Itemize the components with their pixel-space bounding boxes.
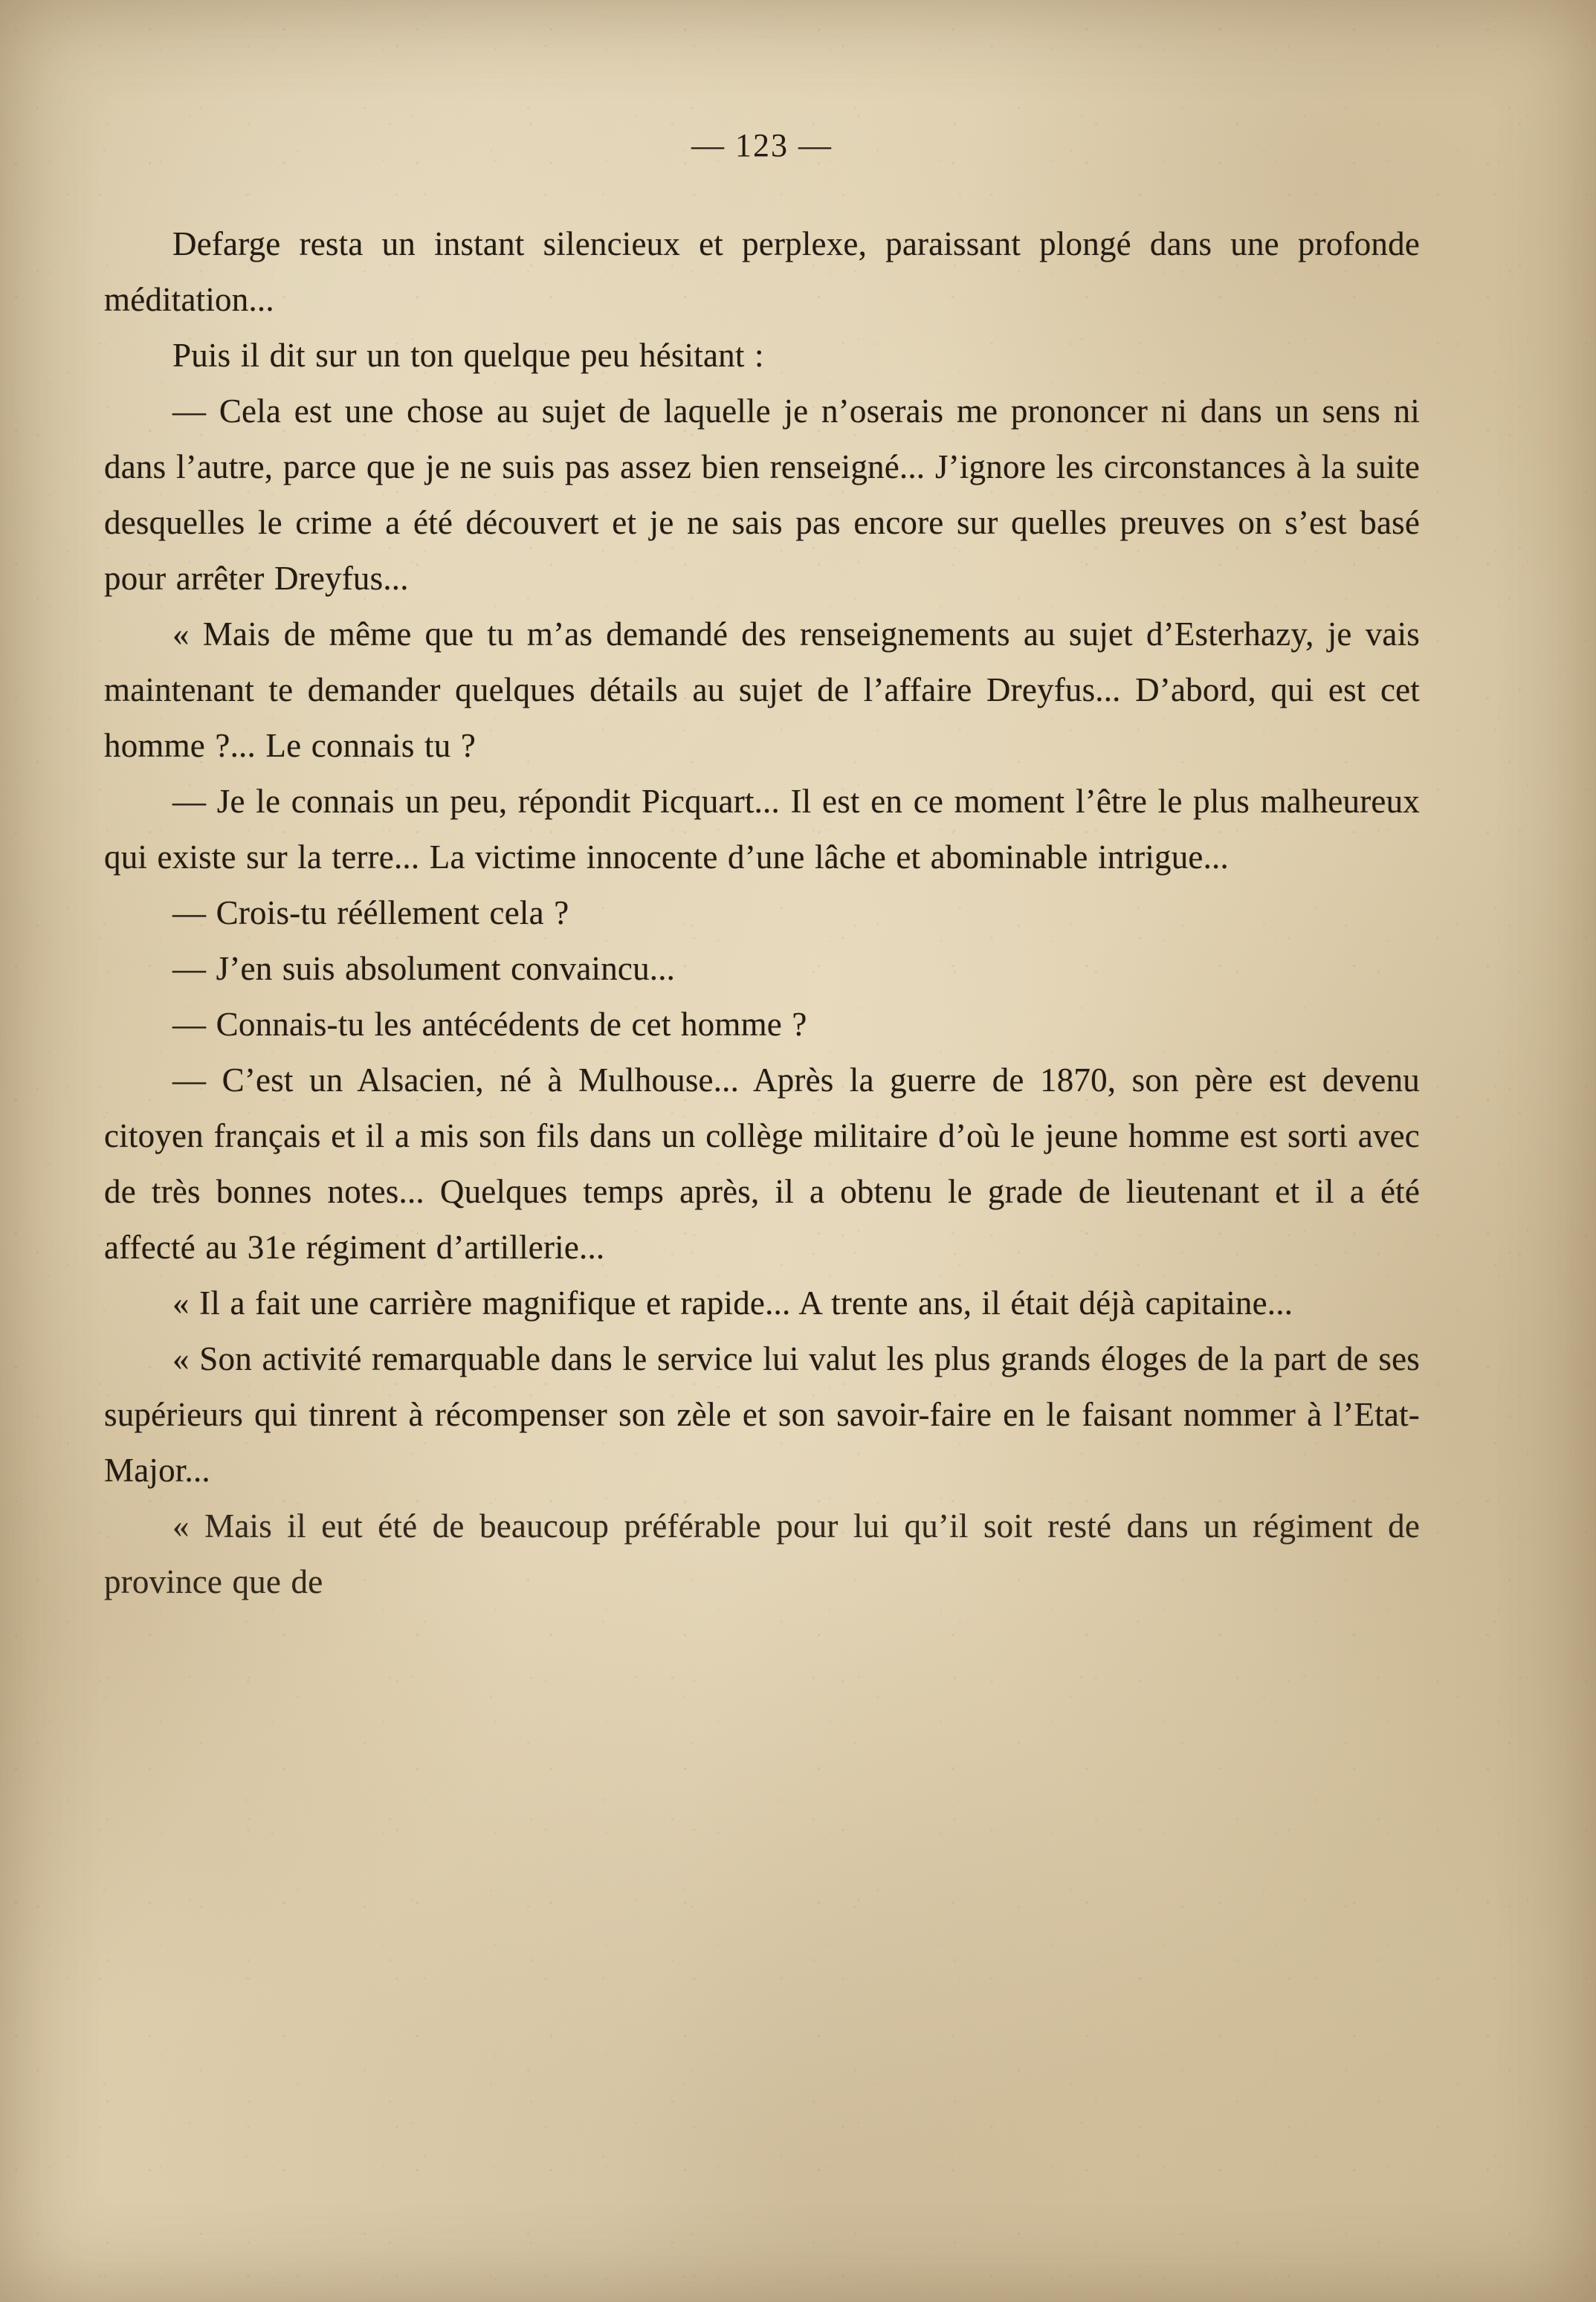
paragraph: « Il a fait une carrière magnifique et rapide... A trente ans, il était déjà capitaine... <box>172 1284 1293 1322</box>
paragraph: « Mais il eut été de beaucoup préférable pour lui qu’il soit resté dans un régiment de province que de <box>104 1507 1420 1600</box>
paragraph: Defarge resta un instant silencieux et perplexe, paraissant plongé dans une profonde méditation... <box>104 225 1420 318</box>
paragraph: — Je le connais un peu, répondit Picquart... Il est en ce moment l’être le plus malheureux qui existe sur la terre... La victime innocente d’une lâche et abominable intrigue... <box>104 783 1420 876</box>
paragraph: — Connais-tu les antécédents de cet homme ? <box>172 1006 807 1043</box>
paragraph: — C’est un Alsacien, né à Mulhouse... Après la guerre de 1870, son père est devenu citoyen français et il a mis son fils dans un collège militaire d’où le jeune homme est sorti avec de très bonnes notes... Quelques temps après, il a obtenu le grade de lieutenant et il a été affecté au 31e régiment d’artillerie... <box>104 1061 1420 1266</box>
paragraph: — J’en suis absolument convaincu... <box>172 950 676 987</box>
paragraph: — Cela est une chose au sujet de laquelle je n’oserais me prononcer ni dans un sens ni dans l’autre, parce que je ne suis pas assez bien renseigné... J’ignore les circonstances à la suite desquelles le crime a été découvert et je ne sais pas encore sur quelles preuves on s’est basé pour arrêter Dreyfus... <box>104 392 1420 597</box>
paragraph: « Mais de même que tu m’as demandé des renseignements au sujet d’Esterhazy, je vais maintenant te demander quelques détails au sujet de l’affaire Dreyfus... D’abord, qui est cet homme ?... Le connais tu ? <box>104 615 1420 764</box>
paragraph: — Crois-tu rééllement cela ? <box>172 894 569 931</box>
page-number: — 123 — <box>691 127 833 164</box>
paragraph: « Son activité remarquable dans le service lui valut les plus grands éloges de la part de ses supérieurs qui tinrent à récompenser son zèle et son savoir-faire en le faisant nommer à l’Etat-Major... <box>104 1340 1420 1489</box>
paragraph: Puis il dit sur un ton quelque peu hésitant : <box>172 337 764 374</box>
text-block <box>104 126 1420 1610</box>
